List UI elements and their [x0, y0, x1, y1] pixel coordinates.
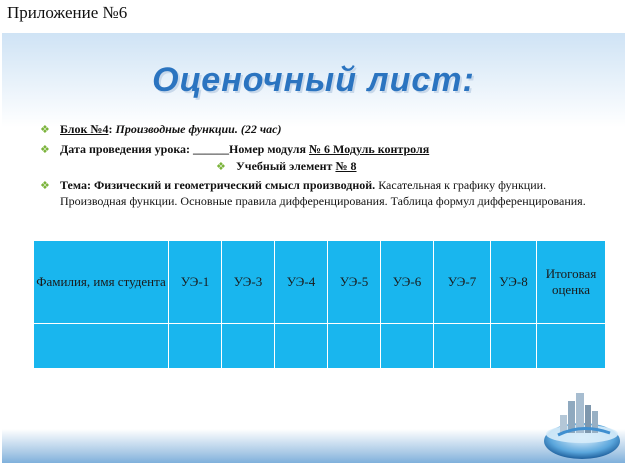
topic-label: Тема:: [60, 178, 94, 192]
bullet-icon: ❖: [40, 124, 50, 136]
table-cell[interactable]: [34, 324, 169, 369]
header-student: Фамилия, имя студента: [34, 241, 169, 324]
block-value: Производные функции. (22 час): [115, 122, 282, 136]
bullet-icon: ❖: [40, 180, 50, 192]
appendix-label: Приложение №6: [7, 3, 128, 22]
element-value: № 8: [335, 159, 357, 173]
topic-bold: Физический и геометрический смысл производной.: [93, 178, 376, 192]
table-cell[interactable]: [169, 324, 222, 369]
module-label: Номер модуля: [229, 142, 309, 156]
table-header-row: [34, 241, 606, 324]
header-ue1: УЭ-1: [169, 241, 222, 324]
block-colon: :: [108, 122, 116, 136]
table-cell[interactable]: [222, 324, 275, 369]
table-cell[interactable]: [381, 324, 434, 369]
date-blank: ______: [193, 142, 230, 156]
block-row: [40, 121, 600, 138]
slide-title: Оценочный лист:: [152, 61, 475, 99]
block-label: Блок №4: [60, 122, 109, 136]
header-ue8: УЭ-8: [491, 241, 537, 324]
header-ue6: УЭ-6: [381, 241, 434, 324]
header-ue5: УЭ-5: [328, 241, 381, 324]
header-ue3: УЭ-3: [222, 241, 275, 324]
table-cell[interactable]: [275, 324, 328, 369]
topic-row: [40, 177, 600, 209]
slide: [2, 33, 625, 463]
evaluation-table: [33, 240, 606, 369]
table-cell[interactable]: [537, 324, 606, 369]
bottom-decoration: [2, 429, 625, 463]
bullet-icon: ❖: [40, 144, 50, 156]
table-row: [34, 324, 606, 369]
topic-rest: Касательная к графику функции. Производная функции. Основные правила дифференцирования. Таблица формул дифференцирования.: [60, 178, 586, 208]
module-value: № 6 Модуль контроля: [309, 142, 430, 156]
date-row: [40, 141, 600, 158]
table-cell[interactable]: [328, 324, 381, 369]
date-label: Дата проведения урока:: [60, 142, 194, 156]
header-ue4: УЭ-4: [275, 241, 328, 324]
bullet-icon: ❖: [216, 161, 226, 173]
header-final-grade: Итоговая оценка: [537, 241, 606, 324]
header-ue7: УЭ-7: [434, 241, 491, 324]
element-row: [216, 158, 600, 175]
slide-content: [40, 121, 600, 209]
table-cell[interactable]: [491, 324, 537, 369]
table-cell[interactable]: [434, 324, 491, 369]
element-label: Учебный элемент: [236, 159, 336, 173]
city-globe-icon: [540, 379, 624, 463]
